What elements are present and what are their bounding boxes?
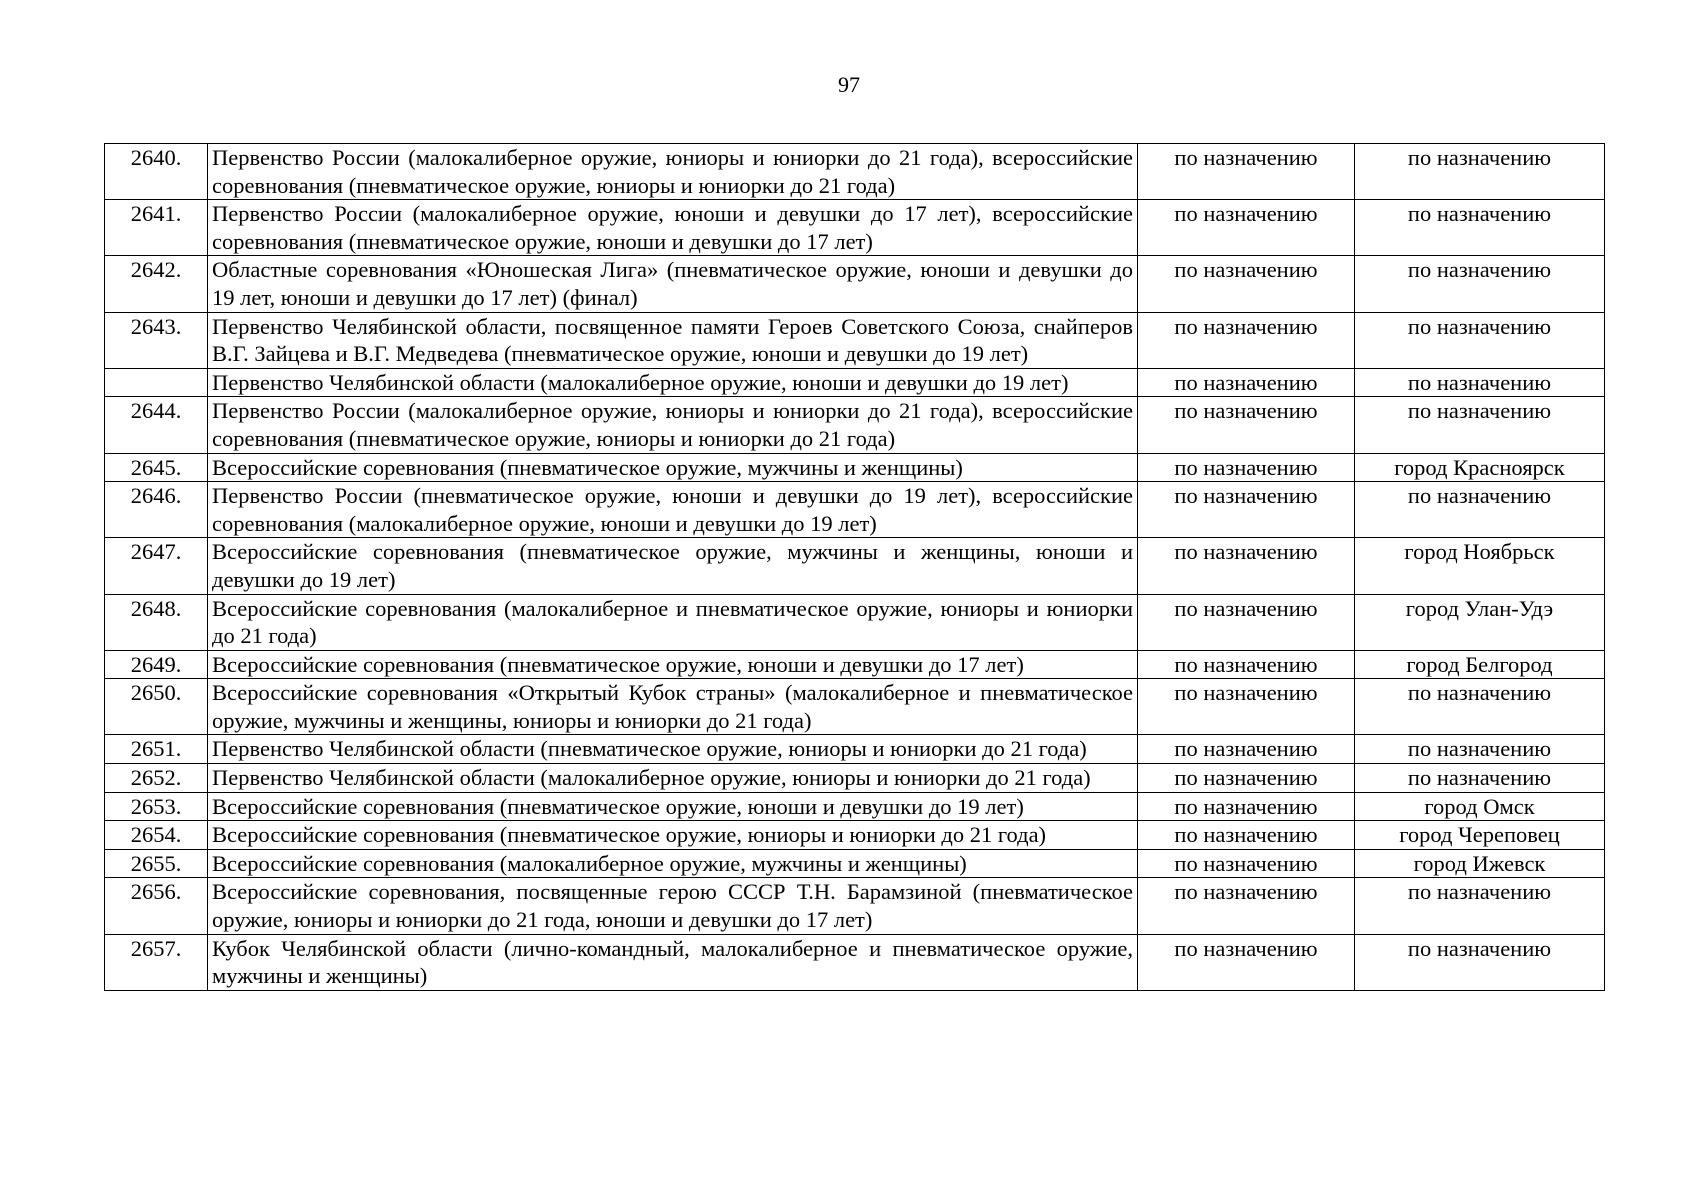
event-place: по назначению xyxy=(1355,764,1605,793)
table-row xyxy=(105,594,1605,650)
event-number: 2651. xyxy=(105,735,208,764)
event-place: по назначению xyxy=(1355,735,1605,764)
table-row xyxy=(105,934,1605,990)
table-row xyxy=(105,482,1605,538)
event-name: Первенство России (малокалиберное оружие, юноши и девушки до 17 лет), всероссийские соревнования (пневматическое оружие, юноши и девушки до 17 лет) xyxy=(208,200,1138,256)
table-row xyxy=(105,397,1605,453)
event-name: Первенство России (малокалиберное оружие, юниоры и юниорки до 21 года), всероссийские соревнования (пневматическое оружие, юниоры и юниорки до 21 года) xyxy=(208,144,1138,200)
event-place: город Красноярск xyxy=(1355,453,1605,482)
table-row xyxy=(105,453,1605,482)
event-number: 2655. xyxy=(105,849,208,878)
table-row xyxy=(105,312,1605,368)
event-name: Всероссийские соревнования, посвященные герою СССР Т.Н. Барамзиной (пневматическое оружие, юниоры и юниорки до 21 года, юноши и девушки до 17 лет) xyxy=(208,878,1138,934)
event-date: по назначению xyxy=(1138,735,1355,764)
event-number: 2649. xyxy=(105,650,208,679)
event-number: 2648. xyxy=(105,594,208,650)
event-date: по назначению xyxy=(1138,144,1355,200)
event-place: город Череповец xyxy=(1355,821,1605,850)
event-date: по назначению xyxy=(1138,849,1355,878)
table-row xyxy=(105,368,1605,397)
table-row xyxy=(105,735,1605,764)
event-date: по назначению xyxy=(1138,679,1355,735)
event-name: Всероссийские соревнования (малокалиберное и пневматическое оружие, юниоры и юниорки до 21 года) xyxy=(208,594,1138,650)
event-place: по назначению xyxy=(1355,144,1605,200)
event-number xyxy=(105,368,208,397)
event-name: Первенство Челябинской области (малокалиберное оружие, юниоры и юниорки до 21 года) xyxy=(208,764,1138,793)
event-number: 2652. xyxy=(105,764,208,793)
event-name: Первенство Челябинской области, посвященное памяти Героев Советского Союза, снайперов В.Г. Зайцева и В.Г. Медведева (пневматическое оружие, юноши и девушки до 19 лет) xyxy=(208,312,1138,368)
event-date: по назначению xyxy=(1138,538,1355,594)
event-date: по назначению xyxy=(1138,792,1355,821)
event-name: Всероссийские соревнования (пневматическое оружие, юноши и девушки до 19 лет) xyxy=(208,792,1138,821)
event-place: город Омск xyxy=(1355,792,1605,821)
table-row xyxy=(105,878,1605,934)
event-date: по назначению xyxy=(1138,878,1355,934)
event-number: 2656. xyxy=(105,878,208,934)
event-number: 2653. xyxy=(105,792,208,821)
event-name: Областные соревнования «Юношеская Лига» (пневматическое оружие, юноши и девушки до 19 лет, юноши и девушки до 17 лет) (финал) xyxy=(208,256,1138,312)
event-place: по назначению xyxy=(1355,200,1605,256)
event-date: по назначению xyxy=(1138,200,1355,256)
table-row xyxy=(105,200,1605,256)
event-name: Кубок Челябинской области (лично-командный, малокалиберное и пневматическое оружие, мужчины и женщины) xyxy=(208,934,1138,990)
event-number: 2646. xyxy=(105,482,208,538)
table-row xyxy=(105,849,1605,878)
event-place: по назначению xyxy=(1355,934,1605,990)
event-date: по назначению xyxy=(1138,934,1355,990)
event-place: по назначению xyxy=(1355,878,1605,934)
event-number: 2647. xyxy=(105,538,208,594)
event-name: Всероссийские соревнования «Открытый Кубок страны» (малокалиберное и пневматическое оружие, мужчины и женщины, юниоры и юниорки до 21 года) xyxy=(208,679,1138,735)
table-row xyxy=(105,144,1605,200)
event-date: по назначению xyxy=(1138,482,1355,538)
event-date: по назначению xyxy=(1138,821,1355,850)
event-place: город Улан-Удэ xyxy=(1355,594,1605,650)
event-name: Первенство России (малокалиберное оружие, юниоры и юниорки до 21 года), всероссийские соревнования (пневматическое оружие, юниоры и юниорки до 21 года) xyxy=(208,397,1138,453)
event-name: Всероссийские соревнования (пневматическое оружие, юниоры и юниорки до 21 года) xyxy=(208,821,1138,850)
event-date: по назначению xyxy=(1138,312,1355,368)
event-name: Всероссийские соревнования (пневматическое оружие, юноши и девушки до 17 лет) xyxy=(208,650,1138,679)
table-row xyxy=(105,764,1605,793)
table-row xyxy=(105,821,1605,850)
event-number: 2657. xyxy=(105,934,208,990)
event-date: по назначению xyxy=(1138,453,1355,482)
event-number: 2642. xyxy=(105,256,208,312)
table-row xyxy=(105,256,1605,312)
event-number: 2643. xyxy=(105,312,208,368)
event-place: город Белгород xyxy=(1355,650,1605,679)
event-place: по назначению xyxy=(1355,397,1605,453)
event-name: Первенство Челябинской области (пневматическое оружие, юниоры и юниорки до 21 года) xyxy=(208,735,1138,764)
event-place: город Ижевск xyxy=(1355,849,1605,878)
event-name: Всероссийские соревнования (пневматическое оружие, мужчины и женщины) xyxy=(208,453,1138,482)
page-number: 97 xyxy=(838,72,860,97)
event-name: Всероссийские соревнования (пневматическое оружие, мужчины и женщины, юноши и девушки до 19 лет) xyxy=(208,538,1138,594)
event-number: 2654. xyxy=(105,821,208,850)
event-number: 2645. xyxy=(105,453,208,482)
event-date: по назначению xyxy=(1138,368,1355,397)
event-date: по назначению xyxy=(1138,594,1355,650)
event-place: по назначению xyxy=(1355,368,1605,397)
event-name: Первенство Челябинской области (малокалиберное оружие, юноши и девушки до 19 лет) xyxy=(208,368,1138,397)
event-name: Первенство России (пневматическое оружие, юноши и девушки до 19 лет), всероссийские соревнования (малокалиберное оружие, юноши и девушки до 19 лет) xyxy=(208,482,1138,538)
event-number: 2650. xyxy=(105,679,208,735)
events-table xyxy=(104,143,1605,991)
event-number: 2644. xyxy=(105,397,208,453)
table-row xyxy=(105,538,1605,594)
event-place: по назначению xyxy=(1355,256,1605,312)
event-place: по назначению xyxy=(1355,679,1605,735)
event-place: по назначению xyxy=(1355,312,1605,368)
event-place: по назначению xyxy=(1355,482,1605,538)
event-number: 2641. xyxy=(105,200,208,256)
event-name: Всероссийские соревнования (малокалиберное оружие, мужчины и женщины) xyxy=(208,849,1138,878)
event-place: город Ноябрьск xyxy=(1355,538,1605,594)
table-row xyxy=(105,792,1605,821)
table-row xyxy=(105,679,1605,735)
event-date: по назначению xyxy=(1138,650,1355,679)
event-number: 2640. xyxy=(105,144,208,200)
event-date: по назначению xyxy=(1138,256,1355,312)
event-date: по назначению xyxy=(1138,764,1355,793)
event-date: по назначению xyxy=(1138,397,1355,453)
table-row xyxy=(105,650,1605,679)
